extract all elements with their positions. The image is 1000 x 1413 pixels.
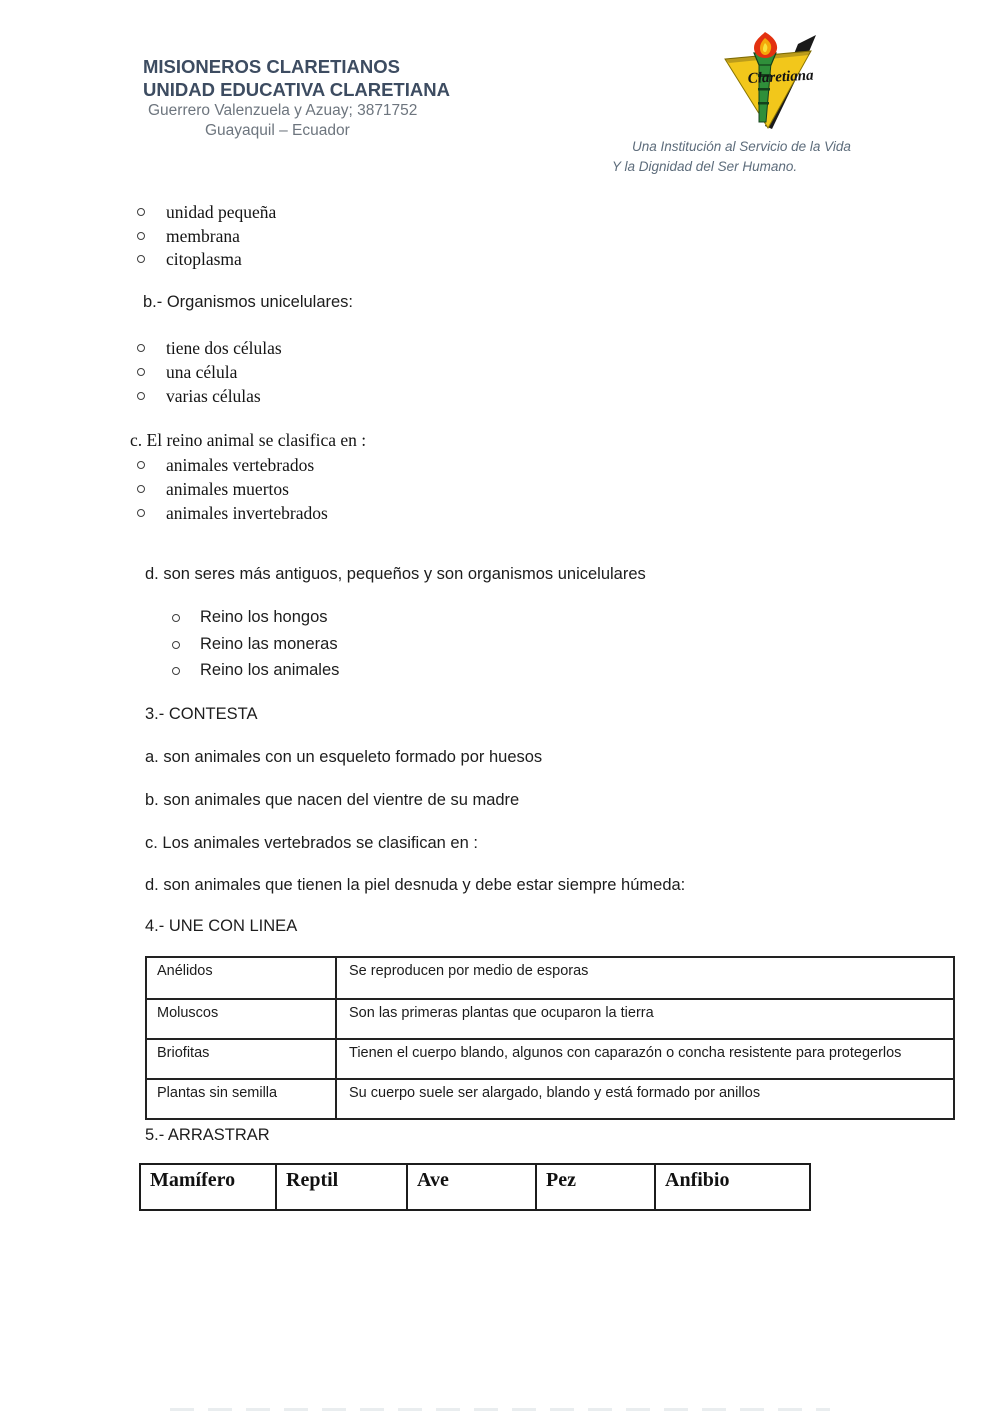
option-animales-muertos[interactable]	[137, 479, 289, 500]
question-d-label: d. son seres más antiguos, pequeños y son organismos unicelulares	[145, 565, 646, 583]
option-label: membrana	[166, 226, 240, 246]
option-label: tiene dos células	[166, 338, 282, 358]
drop-cell-ave[interactable]: Ave	[406, 1165, 535, 1209]
radio-circle-icon[interactable]	[172, 667, 180, 675]
org-name-line2: UNIDAD EDUCATIVA CLARETIANA	[143, 79, 450, 100]
match-right-cuerpo-blando[interactable]: Tienen el cuerpo blando, algunos con caparazón o concha resistente para protegerlos	[349, 1045, 902, 1061]
match-left-plantas-sin-semilla[interactable]: Plantas sin semilla	[147, 1080, 337, 1118]
section3-title: 3.- CONTESTA	[145, 705, 258, 723]
drop-cell-mamifero[interactable]: Mamífero	[150, 1169, 236, 1191]
match-left-anelidos[interactable]: Anélidos	[147, 958, 337, 998]
option-reino-animales[interactable]	[172, 661, 339, 680]
question-3d: d. son animales que tienen la piel desnuda y debe estar siempre húmeda:	[145, 876, 686, 894]
option-unidad-pequena[interactable]	[137, 202, 276, 223]
radio-circle-icon[interactable]	[137, 208, 145, 216]
question-3a: a. son animales con un esqueleto formado por huesos	[145, 748, 543, 766]
option-label: una célula	[166, 362, 238, 382]
option-label: unidad pequeña	[166, 202, 277, 222]
radio-circle-icon[interactable]	[137, 344, 145, 352]
option-label: animales vertebrados	[166, 455, 315, 475]
drag-categories-table	[139, 1163, 811, 1211]
match-left-briofitas[interactable]: Briofitas	[147, 1040, 337, 1078]
claretiana-logo-icon	[712, 30, 832, 135]
header-block	[143, 55, 450, 141]
match-left-moluscos[interactable]: Moluscos	[147, 1000, 337, 1038]
radio-circle-icon[interactable]	[137, 392, 145, 400]
option-varias-celulas[interactable]	[137, 386, 261, 407]
motto-line1: Una Institución al Servicio de la Vida	[632, 139, 851, 154]
org-city: Guayaquil – Ecuador	[205, 122, 350, 139]
option-label: citoplasma	[166, 249, 242, 269]
question-3c: c. Los animales vertebrados se clasifican en :	[145, 834, 478, 852]
question-c-label: c. El reino animal se clasifica en :	[130, 430, 367, 450]
drop-cell-reptil[interactable]: Reptil	[275, 1165, 406, 1209]
table-row	[147, 958, 953, 998]
option-label: Reino los animales	[200, 661, 340, 679]
radio-circle-icon[interactable]	[172, 614, 180, 622]
option-reino-moneras[interactable]	[172, 635, 338, 654]
radio-circle-icon[interactable]	[137, 509, 145, 517]
radio-circle-icon[interactable]	[137, 255, 145, 263]
motto-line2: Y la Dignidad del Ser Humano.	[612, 159, 798, 174]
match-right-esporas[interactable]: Se reproducen por medio de esporas	[349, 963, 589, 979]
option-label: animales invertebrados	[166, 503, 328, 523]
drop-cell-pez[interactable]: Pez	[535, 1165, 654, 1209]
option-una-celula[interactable]	[137, 362, 237, 383]
option-animales-invertebrados[interactable]	[137, 503, 328, 524]
option-tiene-dos-celulas[interactable]	[137, 338, 282, 359]
match-right-anillos[interactable]: Su cuerpo suele ser alargado, blando y está formado por anillos	[349, 1085, 761, 1101]
option-citoplasma[interactable]	[137, 249, 242, 270]
svg-text:Claretiana: Claretiana	[747, 67, 814, 87]
section4-title: 4.- UNE CON LINEA	[145, 917, 298, 935]
table-row	[147, 1078, 953, 1118]
claretiana-logo	[712, 30, 832, 135]
org-name-line1: MISIONEROS CLARETIANOS	[143, 56, 400, 77]
option-membrana[interactable]	[137, 226, 240, 247]
page-edge-artifact	[170, 1408, 830, 1411]
radio-circle-icon[interactable]	[137, 232, 145, 240]
option-label: varias células	[166, 386, 261, 406]
question-3b: b. son animales que nacen del vientre de su madre	[145, 791, 520, 809]
option-label: animales muertos	[166, 479, 289, 499]
matching-table	[145, 956, 955, 1120]
radio-circle-icon[interactable]	[137, 461, 145, 469]
org-address: Guerrero Valenzuela y Azuay; 3871752	[148, 102, 418, 119]
option-label: Reino las moneras	[200, 635, 338, 653]
drop-cell-anfibio[interactable]: Anfibio	[654, 1165, 809, 1209]
table-row	[147, 998, 953, 1038]
option-animales-vertebrados[interactable]	[137, 455, 314, 476]
radio-circle-icon[interactable]	[137, 368, 145, 376]
option-reino-hongos[interactable]	[172, 608, 328, 627]
radio-circle-icon[interactable]	[137, 485, 145, 493]
match-right-primeras-plantas[interactable]: Son las primeras plantas que ocuparon la tierra	[349, 1005, 654, 1021]
question-b-label: b.- Organismos unicelulares:	[143, 293, 354, 311]
section5-title: 5.- ARRASTRAR	[145, 1126, 270, 1144]
table-row	[147, 1038, 953, 1078]
option-label: Reino los hongos	[200, 608, 328, 626]
radio-circle-icon[interactable]	[172, 641, 180, 649]
